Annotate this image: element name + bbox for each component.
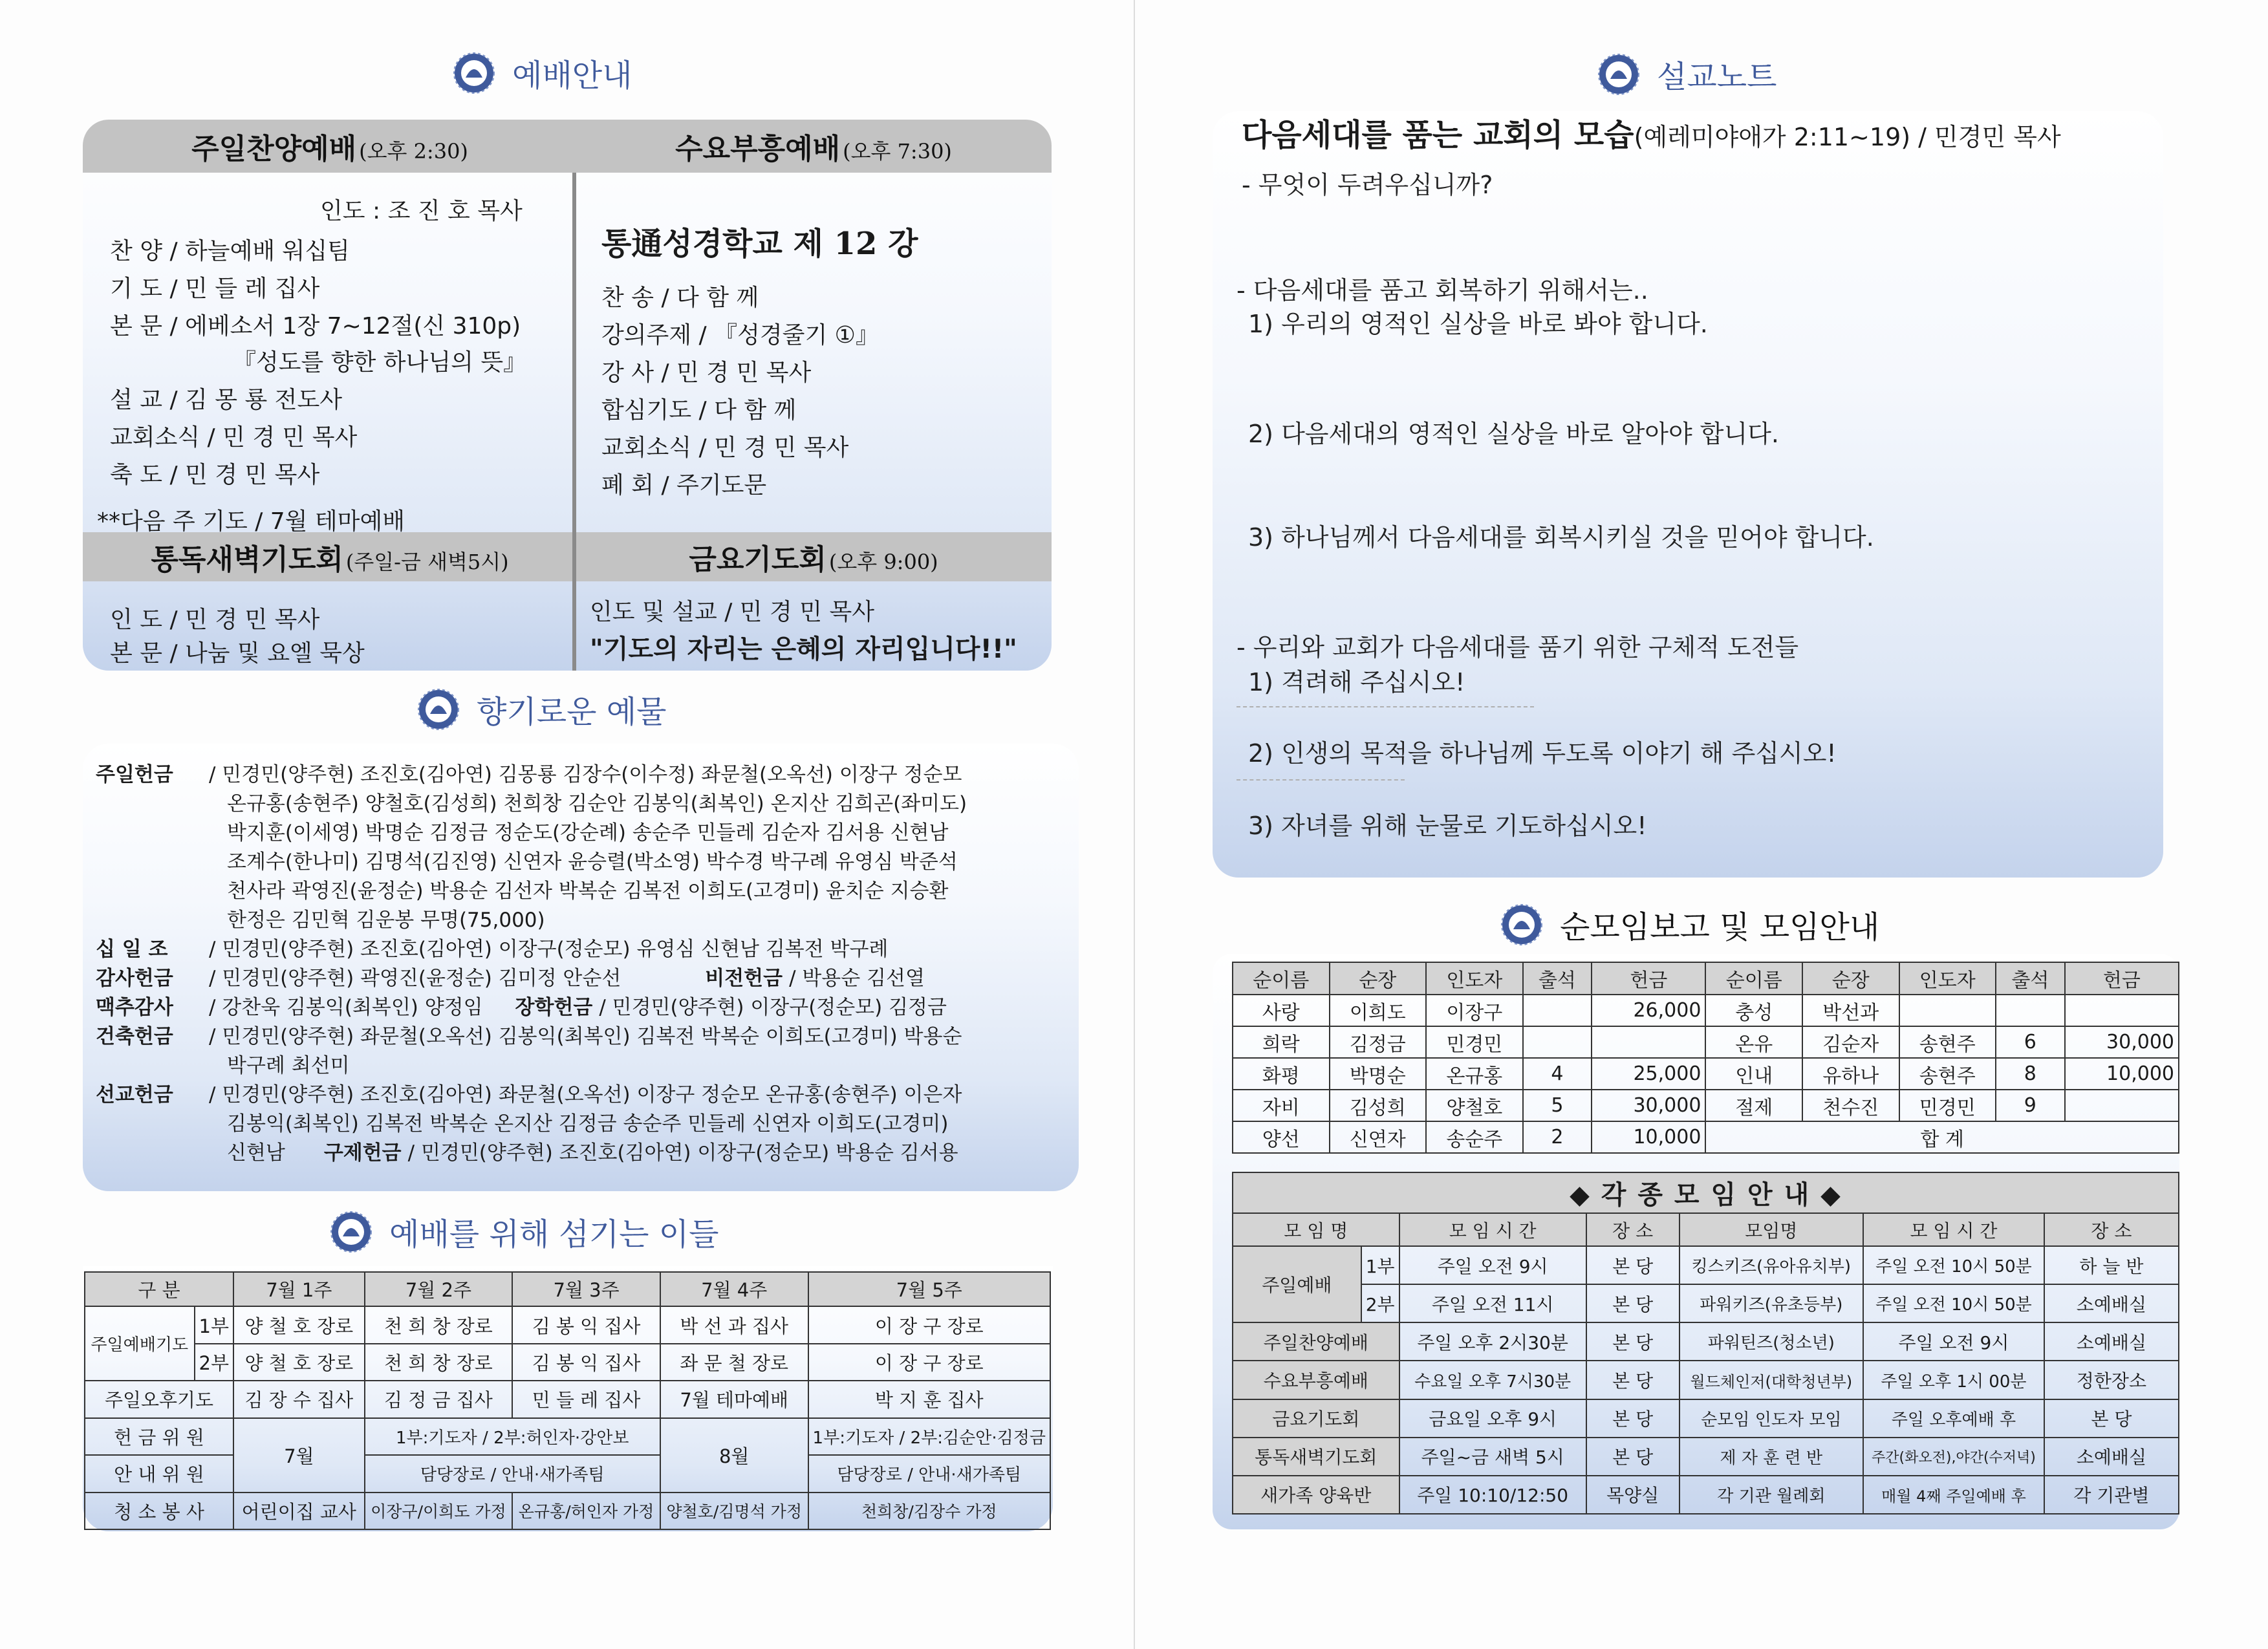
meeting-place: 본 당: [1586, 1399, 1679, 1438]
sunday-prayer: 기 도 / 민 들 레 집사: [110, 275, 320, 302]
offering-committee-label: 헌 금 위 원: [85, 1418, 233, 1455]
offering-title-text: 향기로운 예물: [477, 694, 667, 730]
sermon-line: 1) 격려해 주십시오!: [1248, 668, 1465, 696]
meeting-place: 본 당: [2044, 1399, 2179, 1438]
divider: [1237, 706, 1534, 707]
cell: 송현주: [1899, 1026, 1996, 1058]
dawn-prayer-time: (주일-금 새벽5시): [345, 550, 509, 574]
table-row: [1233, 1026, 2179, 1058]
cell: 30,000: [1592, 1090, 1705, 1121]
sunday-scripture: 본 문 / 에베소서 1장 7~12절(신 310p): [110, 313, 521, 339]
server-cell: 박 지 훈 집사: [808, 1381, 1050, 1417]
sunday-sermon: 설 교 / 김 몽 룡 전도사: [110, 387, 342, 413]
cell: 9: [1996, 1090, 2065, 1121]
sermon-line: 2) 다음세대의 영적인 실상을 바로 알아야 합니다.: [1248, 420, 1780, 448]
table-row: [85, 1306, 1050, 1343]
header-cell: 장 소: [2044, 1213, 2179, 1246]
table-row: [85, 1418, 1050, 1455]
server-cell: 김 장 수 집사: [233, 1381, 365, 1417]
dawn-leader: 인 도 / 민 경 민 목사: [110, 607, 320, 633]
building-offering-names: / 민경민(양주현) 좌문철(오옥선) 김봉익(최복인) 김복전 박복순 이희도(고경미) 박용순: [209, 1025, 962, 1048]
cell: 김정금: [1330, 1026, 1427, 1058]
cell: 인내: [1705, 1058, 1802, 1090]
cell: 온규홍: [1426, 1058, 1523, 1090]
cell: [2065, 995, 2179, 1026]
header-cell: 순장: [1330, 962, 1427, 995]
friday-leader: 인도 및 설교 / 민 경 민 목사: [590, 599, 874, 625]
divider: [1237, 779, 1405, 781]
cell: 2: [1523, 1121, 1592, 1153]
meeting-name: 수요부흥예배: [1233, 1361, 1399, 1399]
relief-offering-label: 구제헌금: [323, 1141, 402, 1165]
cell: 이장구: [1426, 995, 1523, 1026]
scholarship-label: 장학헌금: [515, 996, 593, 1019]
meeting-name: 주일예배: [1233, 1246, 1361, 1322]
offering-section-title: [417, 687, 666, 731]
meeting-time: 주일~금 새벽 5시: [1399, 1438, 1586, 1476]
cleaning-cell: 어린이집 교사: [233, 1493, 365, 1529]
table-row: [1233, 995, 2179, 1026]
meeting-place: 본 당: [1586, 1361, 1679, 1399]
table-row: [85, 1455, 1050, 1492]
meeting-time: 주일 오전 9시: [1863, 1322, 2044, 1361]
server-cell: 김 봉 익 집사: [512, 1306, 660, 1343]
sunday-offering-names: 온규홍(송현주) 양철호(김성희) 천희창 김순안 김봉익(최복인) 온지산 김희곤(좌미도): [227, 792, 967, 815]
meeting-name: 주일찬양예배: [1233, 1322, 1399, 1361]
header-cell: 헌금: [1592, 962, 1705, 995]
meeting-name: 킹스키즈(유아유치부): [1679, 1246, 1864, 1284]
meeting-name: 월드체인저(대학청년부): [1679, 1361, 1864, 1399]
header-week: 7월 2주: [365, 1272, 513, 1306]
cell: 양선: [1233, 1121, 1330, 1153]
meeting-time: 수요일 오후 7시30분: [1399, 1361, 1586, 1399]
cell: 26,000: [1592, 995, 1705, 1026]
cell-section-title: [1500, 902, 1879, 947]
wed-news: 교회소식 / 민 경 민 목사: [601, 435, 849, 461]
server-cell: 좌 문 철 장로: [660, 1344, 808, 1381]
wed-topic: 강의주제 / 『성경줄기 ①』: [601, 322, 879, 349]
dawn-prayer-heading: [84, 532, 576, 581]
meeting-place: 목양실: [1586, 1476, 1679, 1514]
column-divider: [572, 173, 576, 671]
meetings-title: ◆ 각 종 모 임 안 내 ◆: [1233, 1172, 2179, 1213]
sermon-title-text: 설교노트: [1657, 59, 1777, 95]
header-cell: 모 임 시 간: [1399, 1213, 1586, 1246]
relief-offering-names: / 민경민(양주현) 조진호(김아연) 이장구(정순모) 박용순 김서용: [407, 1141, 958, 1165]
header-week: 7월 1주: [233, 1272, 365, 1306]
cleaning-label: 청 소 봉 사: [85, 1493, 233, 1529]
meeting-place: 본 당: [1586, 1438, 1679, 1476]
header-cell: 순이름: [1705, 962, 1802, 995]
cell: 박명순: [1330, 1058, 1427, 1090]
part1-label: 1부: [1361, 1246, 1399, 1284]
cell: 박선과: [1802, 995, 1899, 1026]
server-cell: 민 들 레 집사: [512, 1381, 660, 1417]
header-cell: 모 임 명: [1233, 1213, 1399, 1246]
cell: 유하나: [1802, 1058, 1899, 1090]
tithe-label: 십 일 조: [96, 938, 168, 961]
usher-committee-label: 안 내 위 원: [85, 1455, 233, 1492]
table-row: [1233, 1246, 2179, 1284]
building-offering-label: 건축헌금: [96, 1025, 173, 1048]
meeting-place: 소예배실: [2044, 1284, 2179, 1322]
table-row: [1233, 1090, 2179, 1121]
sermon-line: - 무엇이 두려우십니까?: [1242, 171, 1493, 199]
wheat-harvest-label: 맥추감사: [96, 996, 173, 1019]
sermon-line: 2) 인생의 목적을 하나님께 두도록 이야기 해 주십시오!: [1248, 739, 1837, 768]
cell: [1592, 1026, 1705, 1058]
sunday-leader: 인도 : 조 진 호 목사: [320, 198, 523, 224]
header-cell: 모 임 시 간: [1863, 1213, 2044, 1246]
sunday-sermon-topic: 『성도를 향한 하나님의 뜻』: [233, 349, 527, 376]
august-offering-committee: 1부:기도자 / 2부:김순안·김정금: [808, 1418, 1050, 1455]
sermon-heading-text: 다음세대를 품는 교회의 모습: [1242, 117, 1634, 153]
cell: 김성희: [1330, 1090, 1427, 1121]
july-offering-committee: 1부:기도자 / 2부:허인자·강안보: [365, 1418, 660, 1455]
sunday-worship-heading: [84, 120, 576, 173]
worship-title-text: 예배안내: [512, 58, 632, 94]
server-cell: 7월 테마예배: [660, 1381, 808, 1417]
meeting-time: 주일 오전 10시 50분: [1863, 1284, 2044, 1322]
cell: 10,000: [1592, 1121, 1705, 1153]
sunday-worship-time: (오후 2:30): [359, 139, 468, 164]
meeting-place: 정한장소: [2044, 1361, 2179, 1399]
header-cell: 모임명: [1679, 1213, 1864, 1246]
august-usher-committee: 담당장로 / 안내·새가족팀: [808, 1455, 1050, 1492]
part2-label: 2부: [195, 1344, 233, 1381]
friday-prayer-time: (오후 9:00): [828, 550, 938, 574]
wed-hymn: 찬 송 / 다 함 께: [601, 285, 759, 311]
cell: 온유: [1705, 1026, 1802, 1058]
church-logo-icon: [417, 688, 460, 731]
part2-label: 2부: [1361, 1284, 1399, 1322]
table-row: [1233, 1121, 2179, 1153]
meeting-place: 소예배실: [2044, 1438, 2179, 1476]
dawn-prayer-title: 통독새벽기도회: [151, 543, 343, 576]
sunday-offering-names: 박지훈(이세영) 박명순 김정금 정순도(강순례) 송순주 민들레 김순자 김서용 신현남: [227, 821, 949, 845]
cell: 자비: [1233, 1090, 1330, 1121]
cell: 희락: [1233, 1026, 1330, 1058]
meeting-name: 금요기도회: [1233, 1399, 1399, 1438]
cell: 송순주: [1426, 1121, 1523, 1153]
thanks-offering-names: / 민경민(양주현) 곽영진(윤정순) 김미정 안순선: [209, 967, 621, 990]
meeting-place: 소예배실: [2044, 1322, 2179, 1361]
header-cell: 인도자: [1426, 962, 1523, 995]
server-cell: 천 희 창 장로: [365, 1306, 513, 1343]
sunday-prayer-label: 주일예배기도: [85, 1306, 195, 1381]
server-cell: 김 정 금 집사: [365, 1381, 513, 1417]
august-label: 8월: [660, 1418, 808, 1493]
table-row: [1233, 1438, 2179, 1476]
sunday-news: 교회소식 / 민 경 민 목사: [110, 424, 358, 451]
friday-motto: "기도의 자리는 은혜의 자리입니다!!": [590, 634, 1017, 664]
wednesday-worship-heading: [576, 120, 1052, 173]
part1-label: 1부: [195, 1306, 233, 1343]
cell-title-text: 순모임보고 및 모임안내: [1560, 909, 1880, 945]
server-cell: 김 봉 익 집사: [512, 1344, 660, 1381]
cleaning-cell: 이장구/이희도 가정: [365, 1493, 513, 1529]
sermon-heading: [1242, 110, 2061, 155]
cell: 충성: [1705, 995, 1802, 1026]
cleaning-cell: 온규홍/허인자 가정: [512, 1493, 660, 1529]
meeting-place: 본 당: [1586, 1246, 1679, 1284]
meeting-name: 각 기관 월례회: [1679, 1476, 1864, 1514]
cell: 천수진: [1802, 1090, 1899, 1121]
servers-title-text: 예배를 위해 섬기는 이들: [389, 1216, 719, 1253]
cell: 이희도: [1330, 995, 1427, 1026]
sunday-worship-title: 주일찬양예배: [191, 133, 357, 166]
table-row: [1233, 1399, 2179, 1438]
meeting-name: 파워키즈(유초등부): [1679, 1284, 1864, 1322]
server-cell: 양 철 호 장로: [233, 1344, 365, 1381]
header-cell: 인도자: [1899, 962, 1996, 995]
mission-offering-names: 신현남: [227, 1141, 285, 1165]
meeting-time: 매월 4째 주일예배 후: [1863, 1476, 2044, 1514]
cell: 30,000: [2065, 1026, 2179, 1058]
friday-prayer-title: 금요기도회: [689, 543, 826, 576]
meeting-name: 통독새벽기도회: [1233, 1438, 1399, 1476]
wed-prayer: 합심기도 / 다 함 께: [601, 397, 797, 424]
july-label: 7월: [233, 1418, 365, 1493]
offering-list: [96, 760, 1066, 1168]
worship-section-title: [453, 50, 632, 95]
cell: 신연자: [1330, 1121, 1427, 1153]
cell: 사랑: [1233, 995, 1330, 1026]
table-row: [1233, 1476, 2179, 1514]
mission-offering-names: / 민경민(양주현) 조진호(김아연) 좌문철(오옥선) 이장구 정순모 온규홍(송현주) 이은자: [209, 1083, 962, 1106]
sermon-line: 1) 우리의 영적인 실상을 바로 봐야 합니다.: [1248, 310, 1708, 338]
meeting-name: 새가족 양육반: [1233, 1476, 1399, 1514]
sermon-section-title: [1597, 52, 1777, 96]
table-row: [1233, 1058, 2179, 1090]
cell: 5: [1523, 1090, 1592, 1121]
meetings-table: [1232, 1172, 2179, 1514]
tithe-names: / 민경민(양주현) 조진호(김아연) 이장구(정순모) 유영심 신현남 김복전 박구례: [209, 938, 889, 961]
meeting-place: 각 기관별: [2044, 1476, 2179, 1514]
wed-lecturer: 강 사 / 민 경 민 목사: [601, 360, 812, 386]
cell: 양철호: [1426, 1090, 1523, 1121]
table-row: [1233, 1322, 2179, 1361]
cell-report-table: [1232, 962, 2179, 1154]
sunday-offering-label: 주일헌금: [96, 763, 173, 786]
next-week-prayer: **다음 주 기도 / 7월 테마예배: [97, 508, 405, 535]
meeting-name: 제 자 훈 련 반: [1679, 1438, 1864, 1476]
header-category: 구 분: [85, 1272, 233, 1306]
sermon-line: 3) 하나님께서 다음세대를 회복시키실 것을 믿어야 합니다.: [1248, 523, 1874, 552]
meeting-place: 본 당: [1586, 1322, 1679, 1361]
mission-offering-names: 김봉익(최복인) 김복전 박복순 온지산 김정금 송순주 민들레 신연자 이희도(고경미): [227, 1112, 949, 1136]
meeting-time: 주일 오전 9시: [1399, 1246, 1586, 1284]
sunday-offering-names: 조계수(한나미) 김명석(김진영) 신연자 윤승렬(박소영) 박수경 박구례 유영심 박준석: [227, 850, 958, 874]
meeting-place: 하 늘 반: [2044, 1246, 2179, 1284]
cell: [1523, 995, 1592, 1026]
sunday-benediction: 축 도 / 민 경 민 목사: [110, 462, 320, 488]
meeting-time: 주간(화오전),야간(수저녁): [1863, 1438, 2044, 1476]
sermon-line: - 우리와 교회가 다음세대를 품기 위한 구체적 도전들: [1237, 633, 1799, 662]
cell: [1996, 995, 2065, 1026]
sunday-praise: 찬 양 / 하늘예배 워십팀: [110, 238, 350, 264]
dawn-scripture: 본 문 / 나눔 및 요엘 묵상: [110, 640, 365, 667]
cell: [1523, 1026, 1592, 1058]
cell: 8: [1996, 1058, 2065, 1090]
vision-offering-label: 비전헌금: [705, 967, 783, 990]
server-cell: 이 장 구 장로: [808, 1344, 1050, 1381]
meeting-time: 주일 오후 1시 00분: [1863, 1361, 2044, 1399]
cleaning-cell: 양철호/김명석 가정: [660, 1493, 808, 1529]
sermon-reference: (예레미야애가 2:11~19) / 민경민 목사: [1634, 123, 2061, 151]
table-row: [1233, 1361, 2179, 1399]
friday-prayer-heading: [576, 532, 1052, 581]
church-logo-icon: [1597, 53, 1640, 96]
table-row: [85, 1381, 1050, 1417]
cell: [2065, 1090, 2179, 1121]
header-cell: 출석: [1523, 962, 1592, 995]
church-logo-icon: [1500, 903, 1543, 946]
header-week: 7월 3주: [512, 1272, 660, 1306]
cell: 25,000: [1592, 1058, 1705, 1090]
meeting-name: 순모임 인도자 모임: [1679, 1399, 1864, 1438]
server-cell: 천 희 창 장로: [365, 1344, 513, 1381]
meeting-place: 본 당: [1586, 1284, 1679, 1322]
header-cell: 출석: [1996, 962, 2065, 995]
bible-school-title: 통通성경학교 제 12 강: [601, 226, 918, 262]
meeting-time: 금요일 오후 9시: [1399, 1399, 1586, 1438]
sermon-line: - 다음세대를 품고 회복하기 위해서는..: [1237, 276, 1648, 305]
header-week: 7월 4주: [660, 1272, 808, 1306]
sermon-line: 3) 자녀를 위해 눈물로 기도하십시오!: [1248, 812, 1647, 840]
meeting-time: 주일 오후 2시30분: [1399, 1322, 1586, 1361]
wed-closing: 폐 회 / 주기도문: [601, 472, 767, 499]
header-cell: 순이름: [1233, 962, 1330, 995]
wednesday-worship-time: (오후 7:30): [843, 139, 952, 164]
header-cell: 헌금: [2065, 962, 2179, 995]
cell: 김순자: [1802, 1026, 1899, 1058]
server-cell: 이 장 구 장로: [808, 1306, 1050, 1343]
cell: 송현주: [1899, 1058, 1996, 1090]
church-logo-icon: [453, 52, 495, 94]
header-week: 7월 5주: [808, 1272, 1050, 1306]
church-logo-icon: [330, 1211, 373, 1253]
cell: 10,000: [2065, 1058, 2179, 1090]
servers-table: [84, 1271, 1051, 1530]
meeting-name: 파워틴즈(청소년): [1679, 1322, 1864, 1361]
servers-section-title: [330, 1209, 718, 1254]
cleaning-cell: 천희창/김장수 가정: [808, 1493, 1050, 1529]
table-row: [1233, 1284, 2179, 1322]
vision-offering-names: / 박용순 김선열: [789, 967, 925, 990]
table-row: [85, 1344, 1050, 1381]
cell: 6: [1996, 1026, 2065, 1058]
sunday-offering-names: 천사라 곽영진(윤정순) 박용순 김선자 박복순 김복전 이희도(고경미) 윤치순 지승환: [227, 879, 949, 903]
july-usher-committee: 담당장로 / 안내·새가족팀: [365, 1455, 660, 1492]
server-cell: 양 철 호 장로: [233, 1306, 365, 1343]
cell: 민경민: [1899, 1090, 1996, 1121]
cell: 화평: [1233, 1058, 1330, 1090]
cell: [1899, 995, 1996, 1026]
meeting-time: 주일 10:10/12:50: [1399, 1476, 1586, 1514]
header-cell: 순장: [1802, 962, 1899, 995]
afternoon-prayer-label: 주일오후기도: [85, 1381, 233, 1417]
header-cell: 장 소: [1586, 1213, 1679, 1246]
cell: 4: [1523, 1058, 1592, 1090]
table-row: [85, 1493, 1050, 1529]
meeting-time: 주일 오후예배 후: [1863, 1399, 2044, 1438]
sunday-offering-names: 한정은 김민혁 김운봉 무명(75,000): [227, 909, 545, 932]
cell: 절제: [1705, 1090, 1802, 1121]
wednesday-worship-title: 수요부흥예배: [675, 133, 841, 166]
building-offering-names: 박구례 최선미: [227, 1054, 350, 1077]
mission-offering-label: 선교헌금: [96, 1083, 173, 1106]
scholarship-names: / 민경민(양주현) 이장구(정순모) 김정금: [599, 996, 947, 1019]
cell: 민경민: [1426, 1026, 1523, 1058]
meeting-time: 주일 오전 11시: [1399, 1284, 1586, 1322]
sunday-offering-names: / 민경민(양주현) 조진호(김아연) 김몽룡 김장수(이수정) 좌문철(오옥선) 이장구 정순모: [209, 763, 962, 786]
meeting-time: 주일 오전 10시 50분: [1863, 1246, 2044, 1284]
wheat-harvest-names: / 강찬욱 김봉익(최복인) 양정임: [209, 996, 483, 1019]
total-cell: 합 계: [1705, 1121, 2179, 1153]
thanks-offering-label: 감사헌금: [96, 967, 173, 990]
server-cell: 박 선 과 집사: [660, 1306, 808, 1343]
